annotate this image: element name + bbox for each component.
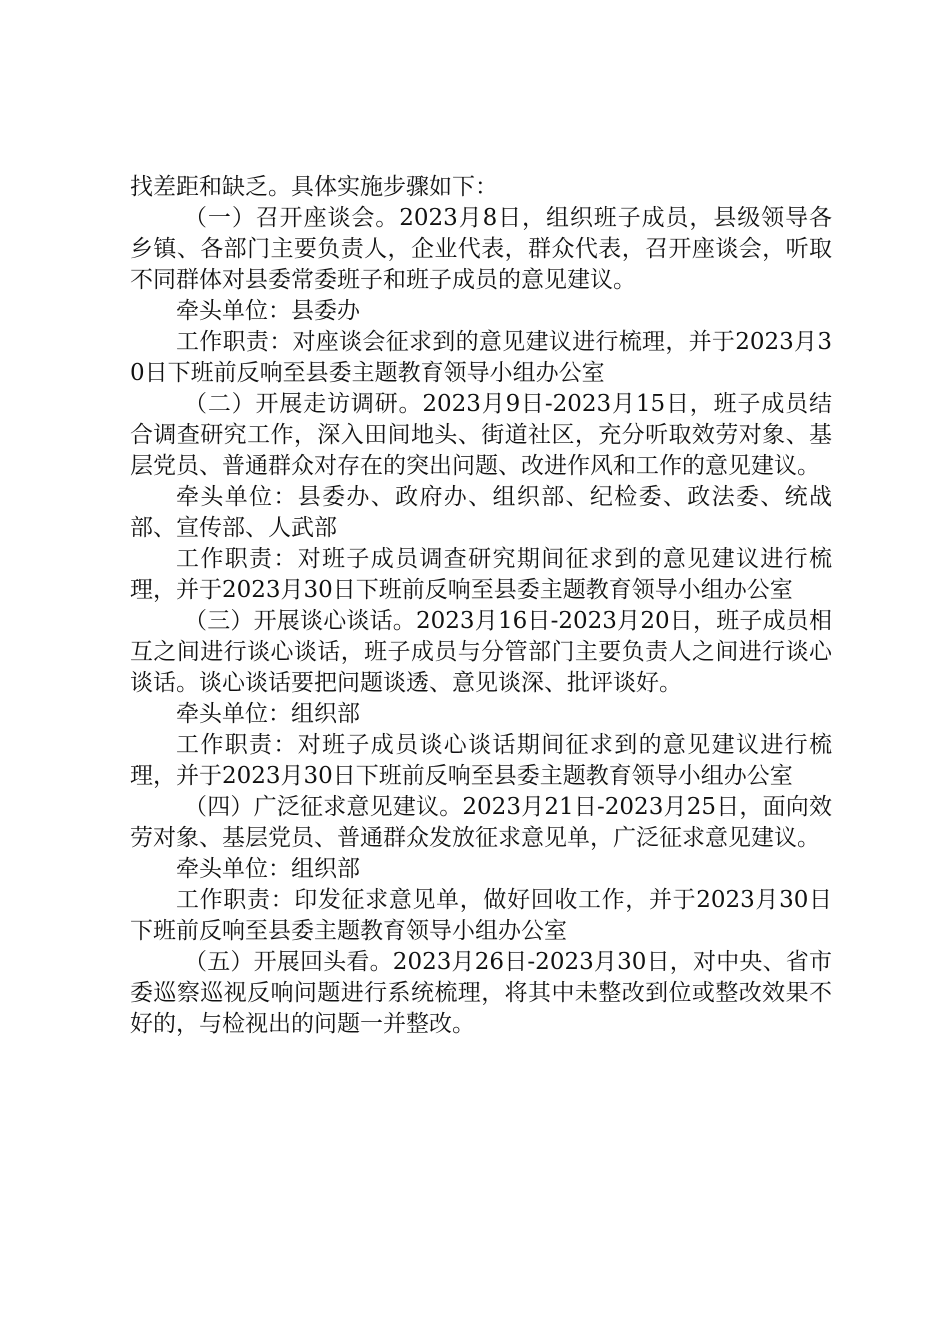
paragraph-step-2: （二）开展走访调研。2023月9日-2023月15日，班子成员结合调查研究工作，深入田间地头、街道社区，充分听取效劳对象、基层党员、普通群众对存在的突出问题、改进作风和工作的意见建议。 bbox=[130, 391, 832, 479]
paragraph-step-5: （五）开展回头看。2023月26日-2023月30日，对中央、省市委巡察巡视反响问题进行系统梳理，将其中未整改到位或整改效果不好的，与检视出的问题一并整改。 bbox=[130, 949, 832, 1037]
paragraph-step-1-duty: 工作职责：对座谈会征求到的意见建议进行梳理，并于2023月30日下班前反响至县委主题教育领导小组办公室 bbox=[130, 329, 832, 386]
paragraph-step-3-duty: 工作职责：对班子成员谈心谈话期间征求到的意见建议进行梳理，并于2023月30日下班前反响至县委主题教育领导小组办公室 bbox=[130, 732, 832, 789]
paragraph-step-3-lead-unit: 牵头单位：组织部 bbox=[176, 701, 360, 727]
document-body bbox=[130, 172, 832, 1040]
paragraph-step-1-lead-unit: 牵头单位：县委办 bbox=[176, 298, 360, 324]
paragraph-step-4-lead-unit: 牵头单位：组织部 bbox=[176, 856, 360, 882]
paragraph-step-2-duty: 工作职责：对班子成员调查研究期间征求到的意见建议进行梳理，并于2023月30日下班前反响至县委主题教育领导小组办公室 bbox=[130, 546, 832, 603]
paragraph-intro: 找差距和缺乏。具体实施步骤如下： bbox=[130, 174, 498, 200]
paragraph-step-4-duty: 工作职责：印发征求意见单，做好回收工作，并于2023月30日下班前反响至县委主题教育领导小组办公室 bbox=[130, 887, 832, 944]
paragraph-step-1: （一）召开座谈会。2023月8日，组织班子成员，县级领导各乡镇、各部门主要负责人，企业代表，群众代表，召开座谈会，听取不同群体对县委常委班子和班子成员的意见建议。 bbox=[130, 205, 832, 293]
paragraph-step-4: （四）广泛征求意见建议。2023月21日-2023月25日，面向效劳对象、基层党员、普通群众发放征求意见单，广泛征求意见建议。 bbox=[130, 794, 832, 851]
paragraph-step-3: （三）开展谈心谈话。2023月16日-2023月20日，班子成员相互之间进行谈心谈话，班子成员与分管部门主要负责人之间进行谈心谈话。谈心谈话要把问题谈透、意见谈深、批评谈好。 bbox=[130, 608, 832, 696]
paragraph-step-2-lead-unit: 牵头单位：县委办、政府办、组织部、纪检委、政法委、统战部、宣传部、人武部 bbox=[130, 484, 832, 541]
